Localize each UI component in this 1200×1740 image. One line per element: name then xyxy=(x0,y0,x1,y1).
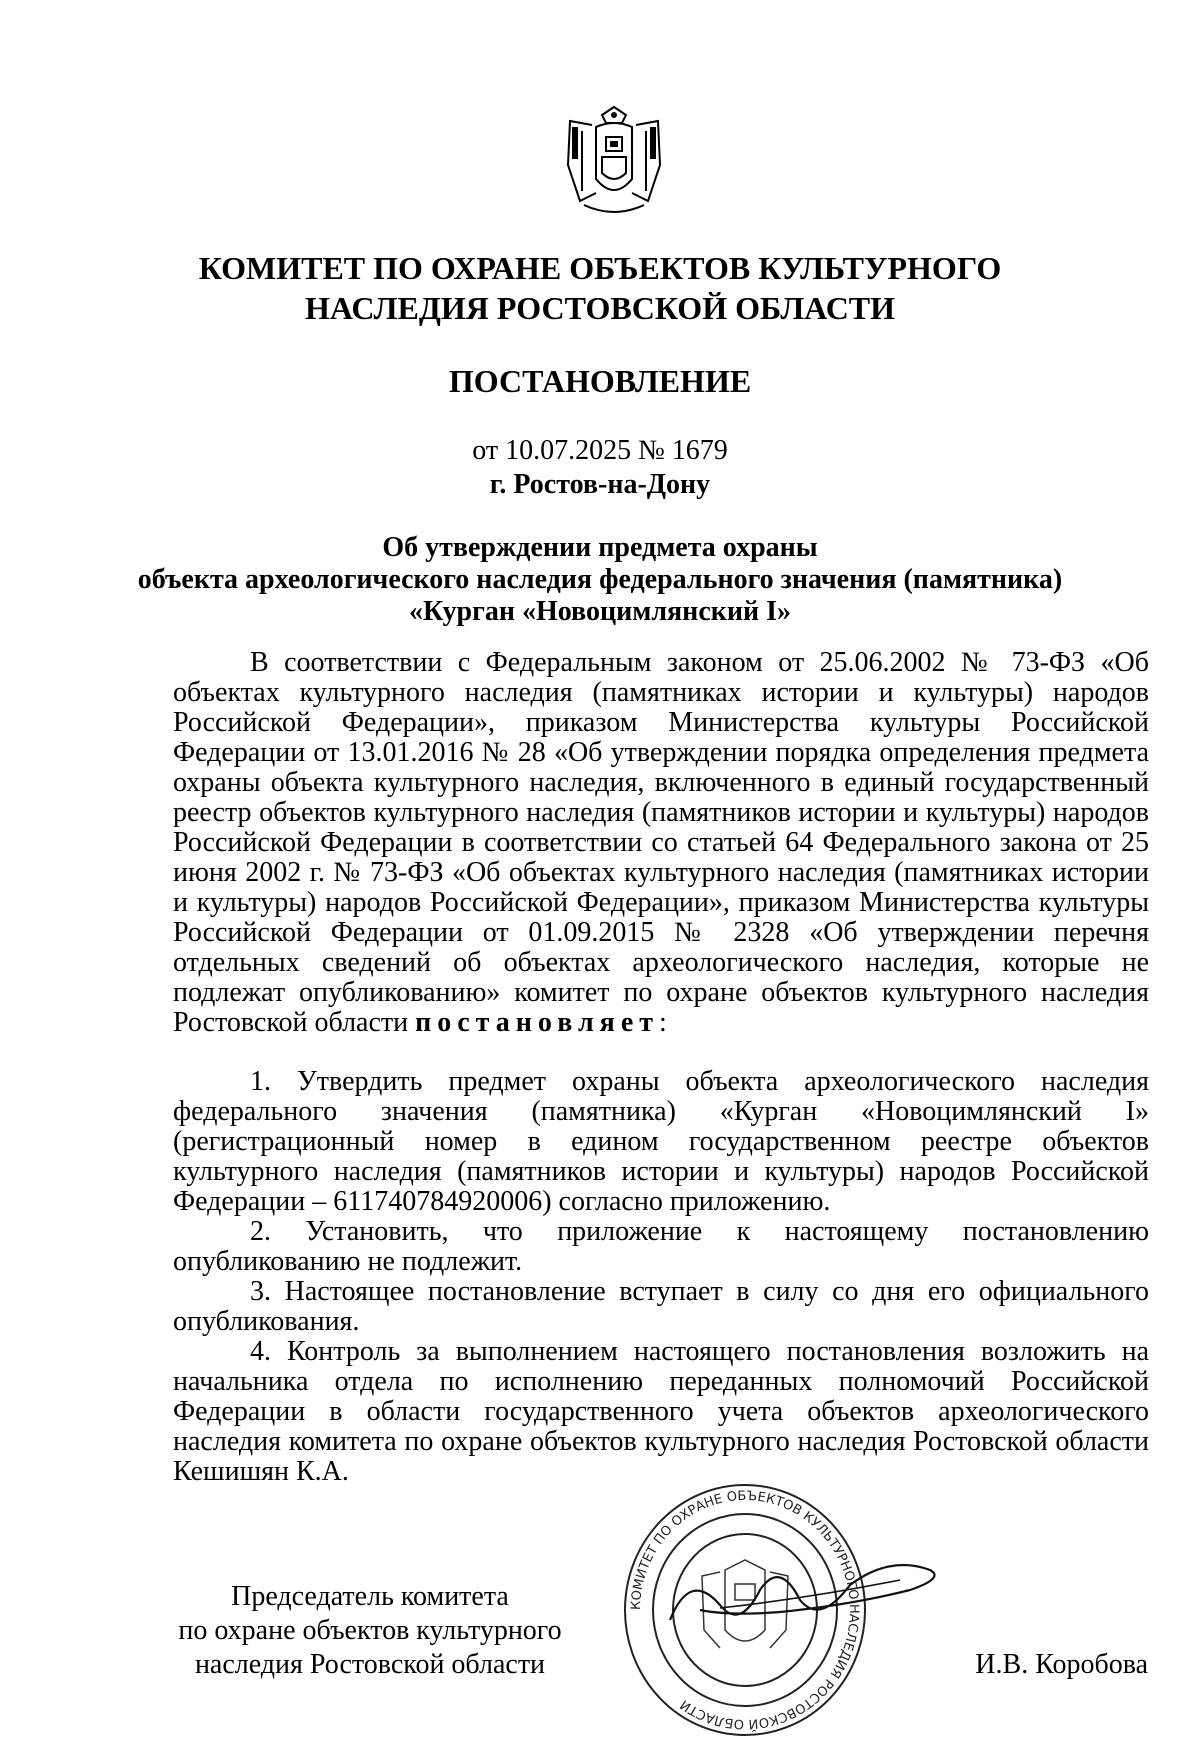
subject-line1: Об утверждении предмета охраны xyxy=(382,532,818,563)
signer-title-line2: по охране объектов культурного xyxy=(178,1615,562,1646)
signer-name: И.В. Коробова xyxy=(975,1649,1148,1680)
resolves-colon: : xyxy=(659,1007,667,1038)
subject-line2: объекта археологического наследия федерального значения (памятника) xyxy=(137,564,1063,595)
item-paragraph-4: 4. Контроль за выполнением настоящего постановления возложить на начальника отдела по исполнению переданных полномочий Российской Федерации в области государственного учета объектов археологического наследия комитета по охране объектов культурного наследия Ростовской области Кешишян К.А. xyxy=(173,1336,1149,1487)
organization-name-line1: КОМИТЕТ ПО ОХРАНЕ ОБЪЕКТОВ КУЛЬТУРНОГО xyxy=(198,250,1002,286)
organization-name xyxy=(0,248,1200,328)
preamble-paragraph xyxy=(173,648,1149,1038)
subject-line3: «Курган «Новоцимлянский I» xyxy=(408,596,792,627)
signer-title-line1: Председатель комитета xyxy=(231,1581,509,1612)
resolves-word: постановляет xyxy=(415,1007,660,1038)
document-city: г. Ростов-на-Дону xyxy=(489,469,711,500)
document-type: ПОСТАНОВЛЕНИЕ xyxy=(448,363,752,399)
organization-name-line2: НАСЛЕДИЯ РОСТОВСКОЙ ОБЛАСТИ xyxy=(304,290,896,326)
seal-text: КОМИТЕТ ПО ОХРАНЕ ОБЪЕКТОВ КУЛЬТУРНОГО НАСЛЕДИЯ РОСТОВСКОЙ ОБЛАСТИ xyxy=(628,1488,862,1732)
item-paragraph-1: 1. Утвердить предмет охраны объекта археологического наследия федерального значения (памятника) «Курган «Новоцимлянский I» (регистрационный номер в едином государственном реестре объектов культурного наследия (памятников истории и культуры) народов Российской Федерации – 611740784920006) согласно приложению. xyxy=(173,1066,1149,1217)
document-subject xyxy=(0,532,1200,628)
coat-of-arms-icon xyxy=(562,105,666,220)
signer-title-line3: наследия Ростовской области xyxy=(194,1649,546,1680)
handwritten-signature-icon xyxy=(660,1550,950,1640)
document-body xyxy=(173,648,1149,1487)
signer-title xyxy=(160,1580,580,1682)
preamble-text: В соответствии с Федеральным законом от 25.06.2002 № 73-ФЗ «Об объектах культурного наследия (памятниках истории и культуры) народов Российской Федерации», приказом Министерства культуры Российской Федерации от 13.01.2016 № 28 «Об утверждении порядка определения предмета охраны объекта культурного наследия, включенного в единый государственный реестр объектов культурного наследия (памятников истории и культуры) народов Российской Федерации в соответствии со статьей 64 Федерального закона от 25 июня 2002 г. № 73-ФЗ «Об объектах культурного наследия (памятниках истории и культуры) народов Российской Федерации», приказом Министерства культуры Российской Федерации от 01.09.2015 № 2328 «Об утверждении перечня отдельных сведений об объектах археологического наследия, которые не подлежат опубликованию» комитет по охране объектов культурного наследия Ростовской области xyxy=(173,647,1149,1038)
document-date-number: от 10.07.2025 № 1679 xyxy=(472,435,728,466)
item-paragraph-3: 3. Настоящее постановление вступает в силу со дня его официального опубликования. xyxy=(173,1276,1149,1337)
item-paragraph-2: 2. Установить, что приложение к настоящему постановлению опубликованию не подлежит. xyxy=(173,1216,1149,1277)
